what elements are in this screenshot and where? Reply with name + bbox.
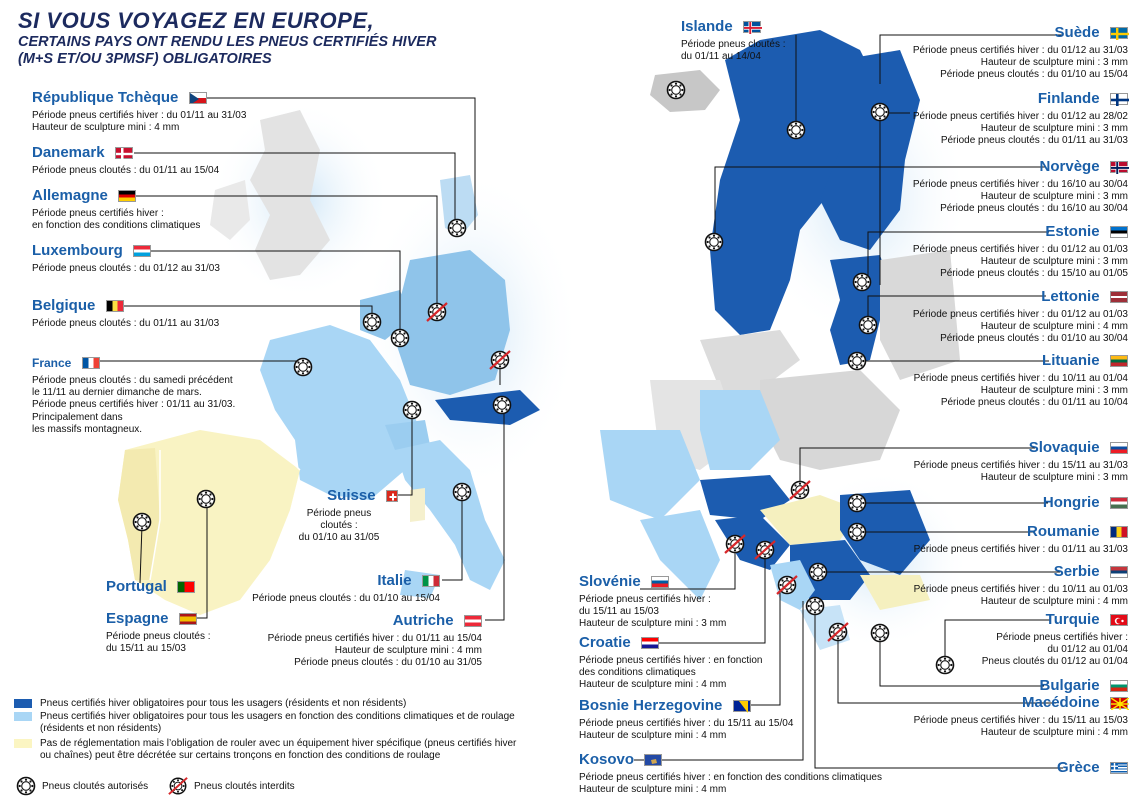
info-line: Période pneus cloutés : [106, 631, 211, 642]
info-line: Période pneus cloutés : du 16/10 au 30/04 [940, 203, 1128, 215]
country-name: Espagne [106, 610, 169, 628]
info-line: Période pneus cloutés : du samedi précédent [32, 375, 233, 386]
info-line: Période pneus certifiés hiver : [996, 632, 1128, 643]
country-croatie [579, 634, 762, 692]
info-line: du 01/11 au 14/04 [681, 51, 761, 63]
belgium-flag-icon [106, 300, 124, 312]
lithuania-flag-icon [1110, 355, 1128, 367]
country-name: Danemark [32, 144, 105, 162]
austria-flag-icon [464, 615, 482, 627]
legend-text: (résidents et non résidents) [40, 723, 162, 734]
info-line: Période pneus certifiés hiver : du 01/11 au 31/03 [32, 110, 247, 121]
country-slovaquie [890, 439, 1128, 484]
info-line: Hauteur de sculpture mini : 4 mm [32, 122, 180, 134]
legend-studs-forbidden [168, 776, 295, 796]
country-name: Lituanie [1042, 352, 1100, 370]
macedonia-flag-icon [1110, 697, 1128, 709]
country-name: Bosnie Herzegovine [579, 697, 723, 715]
country-name: Grèce [1057, 759, 1100, 777]
info-line: Période pneus cloutés : du 01/10 au 31/05 [294, 657, 482, 669]
info-line: Période pneus certifiés hiver : du 10/11 au 01/03 [913, 584, 1128, 595]
country-lettonie [890, 288, 1128, 346]
country-danemark [32, 144, 219, 177]
page-title [18, 8, 558, 68]
turkey-flag-icon [1110, 614, 1128, 626]
info-line: Période pneus certifiés hiver : en fonction des conditions climatiques [579, 772, 882, 783]
info-line: du 01/10 au 31/05 [298, 532, 380, 544]
country-name: Finlande [1037, 90, 1100, 108]
country-name: Kosovo [579, 751, 635, 769]
country-name: Roumanie [1027, 523, 1100, 541]
country-luxembourg [32, 242, 220, 275]
country-name: Suède [1054, 24, 1100, 42]
country-belgique [32, 297, 219, 330]
country-name: Slovaquie [1028, 439, 1100, 457]
serbia-flag-icon [1110, 566, 1128, 578]
greece-flag-icon [1110, 762, 1128, 774]
czech-flag-icon [189, 92, 207, 104]
country-macedoine [890, 694, 1128, 739]
italy-flag-icon [422, 575, 440, 587]
france-flag-icon [82, 357, 100, 369]
light-blue-swatch [14, 712, 32, 721]
info-line: Période pneus cloutés : du 01/11 au 15/04 [32, 165, 220, 176]
info-line: du 01/12 au 01/04 [1047, 644, 1128, 656]
info-line: Principalement dans [32, 411, 123, 423]
country-name: Luxembourg [32, 242, 123, 260]
country-autriche [250, 612, 482, 670]
country-name: Slovénie [579, 573, 641, 591]
country-portugal [106, 578, 195, 596]
info-line: Pneus cloutés du 01/12 au 01/04 [981, 656, 1128, 668]
info-line: Hauteur de sculpture mini : 4 mm [980, 321, 1128, 333]
country-allemagne [32, 187, 200, 232]
denmark-flag-icon [115, 147, 133, 159]
info-line: en fonction des conditions climatiques [32, 220, 201, 232]
country-name: Allemagne [32, 187, 108, 205]
info-line: Période pneus certifiés hiver : du 01/11 au 15/04 [267, 633, 482, 644]
country-name: Hongrie [1042, 494, 1100, 512]
finland-flag-icon [1110, 93, 1128, 105]
country-hongrie [890, 494, 1128, 512]
info-line: Hauteur de sculpture mini : 4 mm [579, 730, 727, 742]
stud-forbidden-icon [168, 776, 188, 796]
country-name: France [32, 355, 72, 370]
switzerland-flag-icon [386, 490, 398, 502]
legend-mandatory-conditions [14, 711, 515, 735]
info-line: Période pneus certifiés hiver : [579, 594, 711, 605]
country-kosovo [579, 751, 882, 796]
info-line: Période pneus cloutés : du 01/11 au 10/04 [940, 397, 1128, 409]
info-line: Hauteur de sculpture mini : 4 mm [579, 784, 727, 796]
luxembourg-flag-icon [133, 245, 151, 257]
info-line: Période pneus cloutés : du 01/10 au 30/04 [940, 333, 1128, 345]
country-espagne [106, 610, 211, 655]
legend-text: Pneus cloutés interdits [194, 780, 295, 792]
info-line: Période pneus certifiés hiver : du 01/11 au 31/03 [913, 544, 1128, 555]
stud-allowed-icon [16, 776, 36, 796]
info-line: Période pneus cloutés : du 01/10 au 15/04 [940, 69, 1128, 81]
country-estonie [890, 223, 1128, 281]
norway-flag-icon [1110, 161, 1128, 173]
dark-blue-swatch [14, 699, 32, 708]
country-name: Lettonie [1041, 288, 1100, 306]
info-line: le 11/11 au dernier dimanche de mars. [32, 387, 202, 399]
info-line: Hauteur de sculpture mini : 3 mm [980, 256, 1128, 268]
info-line: cloutés : [320, 520, 358, 532]
info-line: Période pneus [306, 508, 372, 519]
country-suede [890, 24, 1128, 82]
legend-no-regulation [14, 738, 516, 762]
croatia-flag-icon [641, 637, 659, 649]
country-name: Italie [377, 572, 412, 590]
latvia-flag-icon [1110, 291, 1128, 303]
info-line: Hauteur de sculpture mini : 4 mm [579, 679, 727, 691]
info-line: Hauteur de sculpture mini : 4 mm [980, 596, 1128, 608]
country-slovenie [579, 573, 726, 631]
legend-text: Pas de réglementation mais l’obligation de rouler avec un équipement hiver spécifique (pneus certifiés hiver [40, 738, 517, 749]
info-line: Hauteur de sculpture mini : 3 mm [980, 191, 1128, 203]
country-bosnie [579, 697, 793, 742]
slovakia-flag-icon [1110, 442, 1128, 454]
country-name: Turquie [1045, 611, 1100, 629]
info-line: Période pneus certifiés hiver : en fonction [579, 655, 763, 666]
country-suisse [280, 487, 398, 545]
iceland-flag-icon [743, 21, 761, 33]
country-roumanie [890, 523, 1128, 556]
info-line: Période pneus certifiés hiver : du 16/10 au 30/04 [912, 179, 1128, 190]
legend-studs-allowed [16, 776, 148, 796]
slovenia-flag-icon [651, 576, 669, 588]
legend-mandatory-all [14, 698, 406, 710]
country-france [32, 354, 235, 436]
info-line: du 15/11 au 15/03 [106, 643, 186, 655]
info-line: les massifs montagneux. [32, 423, 143, 435]
info-line: Période pneus certifiés hiver : du 15/11 au 15/04 [579, 718, 794, 729]
country-name: Estonie [1045, 223, 1100, 241]
country-name: Macédoine [1022, 694, 1100, 712]
kosovo-flag-icon [644, 754, 662, 766]
info-line: Hauteur de sculpture mini : 3 mm [980, 123, 1128, 135]
country-republique-tcheque [32, 89, 246, 134]
country-turquie [960, 611, 1128, 669]
country-name: Serbie [1053, 563, 1100, 581]
info-line: Période pneus certifiés hiver : 01/11 au 31/03. [32, 399, 236, 411]
info-line: Hauteur de sculpture mini : 3 mm [980, 472, 1128, 484]
title-line-2: CERTAINS PAYS ONT RENDU LES PNEUS CERTIFIÉS HIVER [18, 34, 437, 50]
info-line: Période pneus certifiés hiver : du 01/12 au 28/02 [912, 111, 1128, 122]
info-line: Période pneus certifiés hiver : du 15/11 au 31/03 [913, 460, 1128, 471]
info-line: Période pneus cloutés : du 01/12 au 31/03 [32, 263, 220, 274]
country-serbie [890, 563, 1128, 608]
legend-text: Pneus cloutés autorisés [42, 780, 149, 792]
portugal-flag-icon [177, 581, 195, 593]
romania-flag-icon [1110, 526, 1128, 538]
country-name: Belgique [32, 297, 96, 315]
country-islande [681, 18, 786, 63]
germany-flag-icon [118, 190, 136, 202]
info-line: Hauteur de sculpture mini : 4 mm [334, 645, 482, 657]
info-line: Période pneus cloutés : du 15/10 au 01/05 [940, 268, 1128, 280]
info-line: du 15/11 au 15/03 [579, 606, 659, 618]
country-norvege [890, 158, 1128, 216]
legend-text: Pneus certifiés hiver obligatoires pour tous les usagers (résidents et non résidents) [40, 698, 407, 709]
sweden-flag-icon [1110, 27, 1128, 39]
title-line-3: (M+S ET/OU 3PMSF) OBLIGATOIRES [18, 51, 272, 67]
info-line: Période pneus certifiés hiver : du 15/11 au 15/03 [913, 715, 1128, 726]
info-line: des conditions climatiques [579, 667, 696, 679]
spain-flag-icon [179, 613, 197, 625]
estonia-flag-icon [1110, 226, 1128, 238]
country-grece [960, 759, 1128, 777]
yellow-swatch [14, 739, 32, 748]
hungary-flag-icon [1110, 497, 1128, 509]
bosnia-flag-icon [733, 700, 751, 712]
country-name: Suisse [327, 487, 376, 505]
info-line: Période pneus cloutés : du 01/10 au 15/04 [252, 593, 440, 604]
info-line: Période pneus certifiés hiver : du 01/12 au 31/03 [912, 45, 1128, 56]
bulgaria-flag-icon [1110, 680, 1128, 692]
country-name: Norvège [1039, 158, 1100, 176]
country-bulgarie [960, 677, 1128, 695]
legend-text: ou chaînes) peut être décrétée sur certains tronçons en fonction des conditions de roulage [40, 750, 441, 761]
info-line: Période pneus certifiés hiver : du 01/12 au 01/03 [912, 244, 1128, 255]
info-line: Période pneus certifiés hiver : du 01/12 au 01/03 [912, 309, 1128, 320]
country-name: Croatie [579, 634, 631, 652]
info-line: Hauteur de sculpture mini : 4 mm [980, 727, 1128, 739]
country-name: Islande [681, 18, 733, 36]
legend-text: Pneus certifiés hiver obligatoires pour tous les usagers en fonction des conditions climatiques et de roulage [40, 711, 515, 722]
country-name: Autriche [392, 612, 454, 630]
title-line-1: SI VOUS VOYAGEZ EN EUROPE, [18, 8, 375, 33]
info-line: Hauteur de sculpture mini : 3 mm [980, 57, 1128, 69]
info-line: Hauteur de sculpture mini : 3 mm [980, 385, 1128, 397]
info-line: Période pneus cloutés : du 01/11 au 31/03 [940, 135, 1128, 147]
country-italie [250, 572, 440, 605]
country-name: Portugal [106, 578, 167, 596]
info-line: Période pneus certifiés hiver : du 10/11 au 01/04 [913, 373, 1128, 384]
info-line: Période pneus cloutés : du 01/11 au 31/03 [32, 318, 220, 329]
country-lituanie [890, 352, 1128, 410]
country-finlande [890, 90, 1128, 148]
info-line: Hauteur de sculpture mini : 3 mm [579, 618, 727, 630]
country-name: République Tchèque [32, 89, 179, 107]
info-line: Période pneus certifiés hiver : [32, 208, 164, 219]
country-name: Bulgarie [1039, 677, 1100, 695]
info-line: Période pneus cloutés : [681, 39, 786, 50]
